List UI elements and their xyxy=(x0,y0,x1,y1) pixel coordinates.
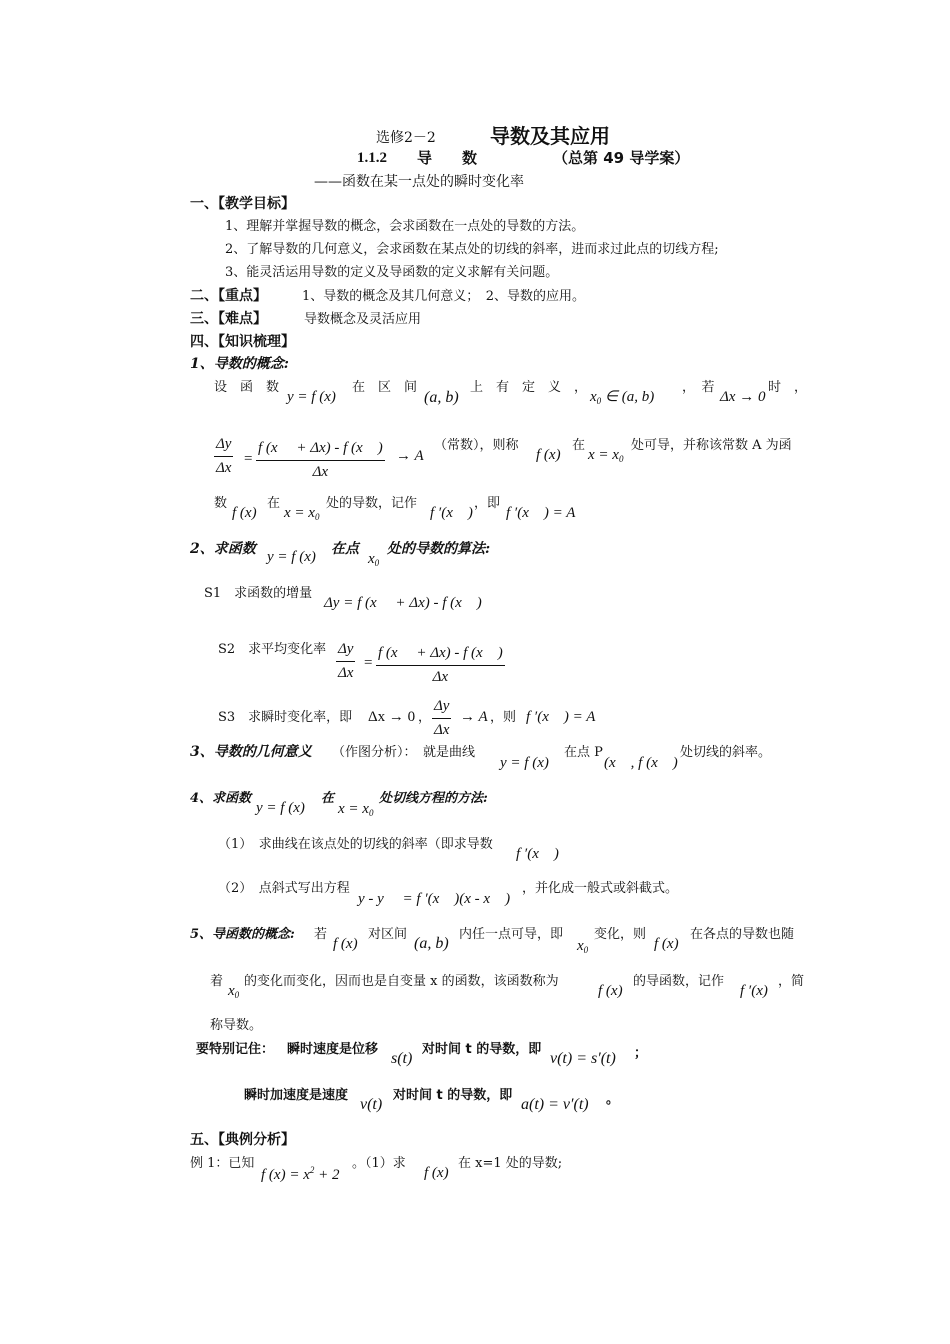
step-s2-label: S2 求平均变化率 xyxy=(218,642,327,657)
derivative-function-2d: ，简 xyxy=(778,974,805,989)
formula-fx-6: f (x) xyxy=(424,1165,449,1181)
example-1-c: 在 x=1 处的导数; xyxy=(458,1156,563,1171)
algorithm-title-b: 在点 xyxy=(331,541,359,557)
formula-dx-to-0: Δx → 0 xyxy=(720,389,766,405)
examples-heading: 五、【典例分析】 xyxy=(190,1132,295,1148)
formula-point-p: (x , f (x ) xyxy=(604,755,678,771)
remember-label: 要特别记住： xyxy=(196,1042,275,1057)
formula-y-fx-2: y = f (x) xyxy=(267,549,316,565)
formula-fprime-x0-eq-A-2: f ′(x ) = A xyxy=(526,709,596,725)
derivative-function-2a: 着 xyxy=(210,974,224,989)
formula-fx-4: f (x) xyxy=(654,936,679,952)
fraction-difference-quotient-2: $\frac{f (x + \Delta x) - f (x )}{\Delta x}$ xyxy=(376,641,505,686)
remember-line-1b: 对时间 t 的导数，即 xyxy=(422,1042,542,1057)
geometry-end: 处切线的斜率。 xyxy=(680,745,772,760)
formula-fprime-x0: f ′(x ) xyxy=(430,505,473,521)
concept-text-2b: 在 xyxy=(572,438,586,453)
formula-dx-to-0-2: Δx → 0 xyxy=(368,709,416,725)
algorithm-title-a: 2、求函数 xyxy=(190,541,256,557)
derivative-function-1c: 内任一点可导，即 xyxy=(459,927,564,942)
algorithm-title-c: 处的导数的算法: xyxy=(387,541,491,557)
remember-line-2a: 瞬时加速度是速度 xyxy=(244,1088,349,1103)
goal-item-3: 3、能灵活运用导数的定义及导函数的定义求解有关问题。 xyxy=(225,265,559,280)
step-s3-separator: ， xyxy=(418,710,432,725)
formula-fx: f (x) xyxy=(536,447,561,463)
concept-text-2c: 处可导，并称该常数 A 为函 xyxy=(631,438,792,453)
fraction-dy-dx: $\frac{\Delta y}{\Delta x}$ xyxy=(216,436,232,476)
tangent-title-b: 在 xyxy=(321,791,335,806)
formula-x0-4: $x_0$ xyxy=(228,983,240,1000)
formula-x0-3: $x_0$ xyxy=(577,938,589,955)
remember-line-1-end: ； xyxy=(634,1046,648,1061)
case-number: （总第 49 导学案） xyxy=(553,149,690,167)
formula-fprime-x: f ′(x) xyxy=(740,983,768,999)
goals-heading: 一、【教学目标】 xyxy=(190,196,295,212)
derivative-function-1e: 在各点的导数也随 xyxy=(690,927,795,942)
remember-line-2-end: 。 xyxy=(606,1092,620,1107)
knowledge-heading: 四、【知识梳理】 xyxy=(190,334,295,350)
concept-text-1b: 在 区 间 xyxy=(352,380,418,395)
formula-y-fx: y = f (x) xyxy=(287,389,336,405)
geometry-title: 3、导数的几何意义 xyxy=(190,744,312,760)
tangent-step-2-end: ，并化成一般式或斜截式。 xyxy=(522,881,679,896)
concept-text-1e: 时 ， xyxy=(768,380,808,395)
formula-s-t: s(t) xyxy=(391,1050,413,1067)
key-points-heading: 二、【重点】 xyxy=(190,288,267,304)
concept-text-3a: 数 xyxy=(214,496,228,511)
subtitle: ——函数在某一点处的瞬时变化率 xyxy=(314,174,524,190)
example-1-a: 例 1：已知 xyxy=(190,1156,255,1171)
tangent-title-c: 处切线方程的方法: xyxy=(379,791,488,806)
formula-x0-2: $x_0$ xyxy=(368,551,380,568)
formula-fprime-x0-eq-A: f ′(x ) = A xyxy=(506,505,576,521)
concept-text-3b: 在 xyxy=(267,496,281,511)
formula-v-eq-sprime: v(t) = s′(t) xyxy=(550,1050,616,1067)
formula-fx-2: f (x) xyxy=(232,505,257,521)
formula-dy: Δy = f (x + Δx) - f (x ) xyxy=(324,595,482,611)
limit-to-A-2: → A xyxy=(460,709,488,725)
derivative-function-1d: 变化，则 xyxy=(594,927,647,942)
concept-text-2a: （常数），则称 xyxy=(434,438,519,453)
fraction-dy-dx-3: $\frac{\Delta y}{\Delta x}$ xyxy=(434,698,450,738)
formula-y-fx-3: y = f (x) xyxy=(500,755,549,771)
step-s3-label: S3 求瞬时变化率，即 xyxy=(218,710,353,725)
formula-interval-ab: (a, b) xyxy=(424,389,459,406)
key-points-text: 1、导数的概念及其几何意义； 2、导数的应用。 xyxy=(302,289,586,304)
formula-fx-x2-plus-2: f $(x) = x^2 + 2$ xyxy=(261,1165,340,1183)
concept-text-3d: ，即 xyxy=(474,496,501,511)
concept-text-3c: 处的导数，记作 xyxy=(326,496,418,511)
formula-y-fx-4: y = f (x) xyxy=(256,800,305,816)
fraction-dy-dx-2: $\frac{\Delta y}{\Delta x}$ xyxy=(338,641,354,681)
formula-fprime-x0-2: f ′(x ) xyxy=(516,846,559,862)
formula-interval-ab-2: (a, b) xyxy=(414,935,449,952)
formula-x-eq-x0: $x = x_0$ xyxy=(588,447,624,464)
formula-a-eq-vprime: a(t) = v′(t) xyxy=(521,1096,589,1113)
tangent-title-a: 4、求函数 xyxy=(190,791,252,806)
fraction-difference-quotient: $\frac{f (x + \Delta x) - f (x )}{\Delta x}$ xyxy=(256,436,385,481)
difficulties-text: 导数概念及灵活应用 xyxy=(304,312,422,327)
formula-x0: $x_0$ ∈ (a, b) xyxy=(590,389,655,406)
derivative-function-2b: 的变化而变化，因而也是自变量 x 的函数，该函数称为 xyxy=(244,974,559,989)
remember-line-2b: 对时间 t 的导数，即 xyxy=(393,1088,513,1103)
equals-sign-2: = xyxy=(364,655,373,671)
goal-item-2: 2、了解导数的几何意义，会求函数在某点处的切线的斜率，进而求过此点的切线方程; xyxy=(225,242,719,257)
derivative-function-2c: 的导函数，记作 xyxy=(633,974,725,989)
concept-title: 1、导数的概念: xyxy=(190,356,289,372)
tangent-step-2: （2） 点斜式写出方程 xyxy=(218,881,350,896)
formula-x-eq-x0-2: $x = x_0$ xyxy=(284,505,320,522)
equals-sign: = xyxy=(244,451,253,467)
concept-text-1a: 设 函 数 xyxy=(214,380,280,395)
concept-text-1c: 上 有 定 义 ， xyxy=(470,380,588,395)
example-1-b: 。（1）求 xyxy=(352,1156,406,1171)
section-title: 导 数 xyxy=(417,149,478,167)
step-s1-label: S1 求函数的增量 xyxy=(204,586,313,601)
derivative-function-1a: 若 xyxy=(314,927,328,942)
derivative-function-1b: 对区间 xyxy=(368,927,408,942)
formula-x-eq-x0-3: $x = x_0$ xyxy=(338,801,374,818)
formula-v-t: v(t) xyxy=(360,1096,383,1113)
formula-tangent-line: y - y = f ′(x )(x - x ) xyxy=(358,891,511,907)
step-s3-text-b: ，则 xyxy=(490,710,517,725)
course-label: 选修2－2 xyxy=(376,130,436,146)
formula-fx-3: f (x) xyxy=(333,936,358,952)
geometry-mid: 在点 P xyxy=(564,745,603,760)
concept-text-1d: ， 若 xyxy=(682,380,715,395)
remember-line-1a: 瞬时速度是位移 xyxy=(287,1042,379,1057)
geometry-note: （作图分析）： 就是曲线 xyxy=(332,745,476,760)
derivative-function-3: 称导数。 xyxy=(210,1018,263,1033)
page-title: 导数及其应用 xyxy=(490,124,610,148)
limit-to-A: → A xyxy=(396,448,424,464)
goal-item-1: 1、理解并掌握导数的概念，会求函数在一点处的导数的方法。 xyxy=(225,219,585,234)
derivative-function-title: 5、导函数的概念: xyxy=(190,927,295,942)
tangent-step-1: （1） 求曲线在该点处的切线的斜率（即求导数 xyxy=(218,837,493,852)
formula-fx-5: f (x) xyxy=(598,983,623,999)
difficulties-heading: 三、【难点】 xyxy=(190,311,267,327)
section-number: 1.1.2 xyxy=(357,150,387,166)
